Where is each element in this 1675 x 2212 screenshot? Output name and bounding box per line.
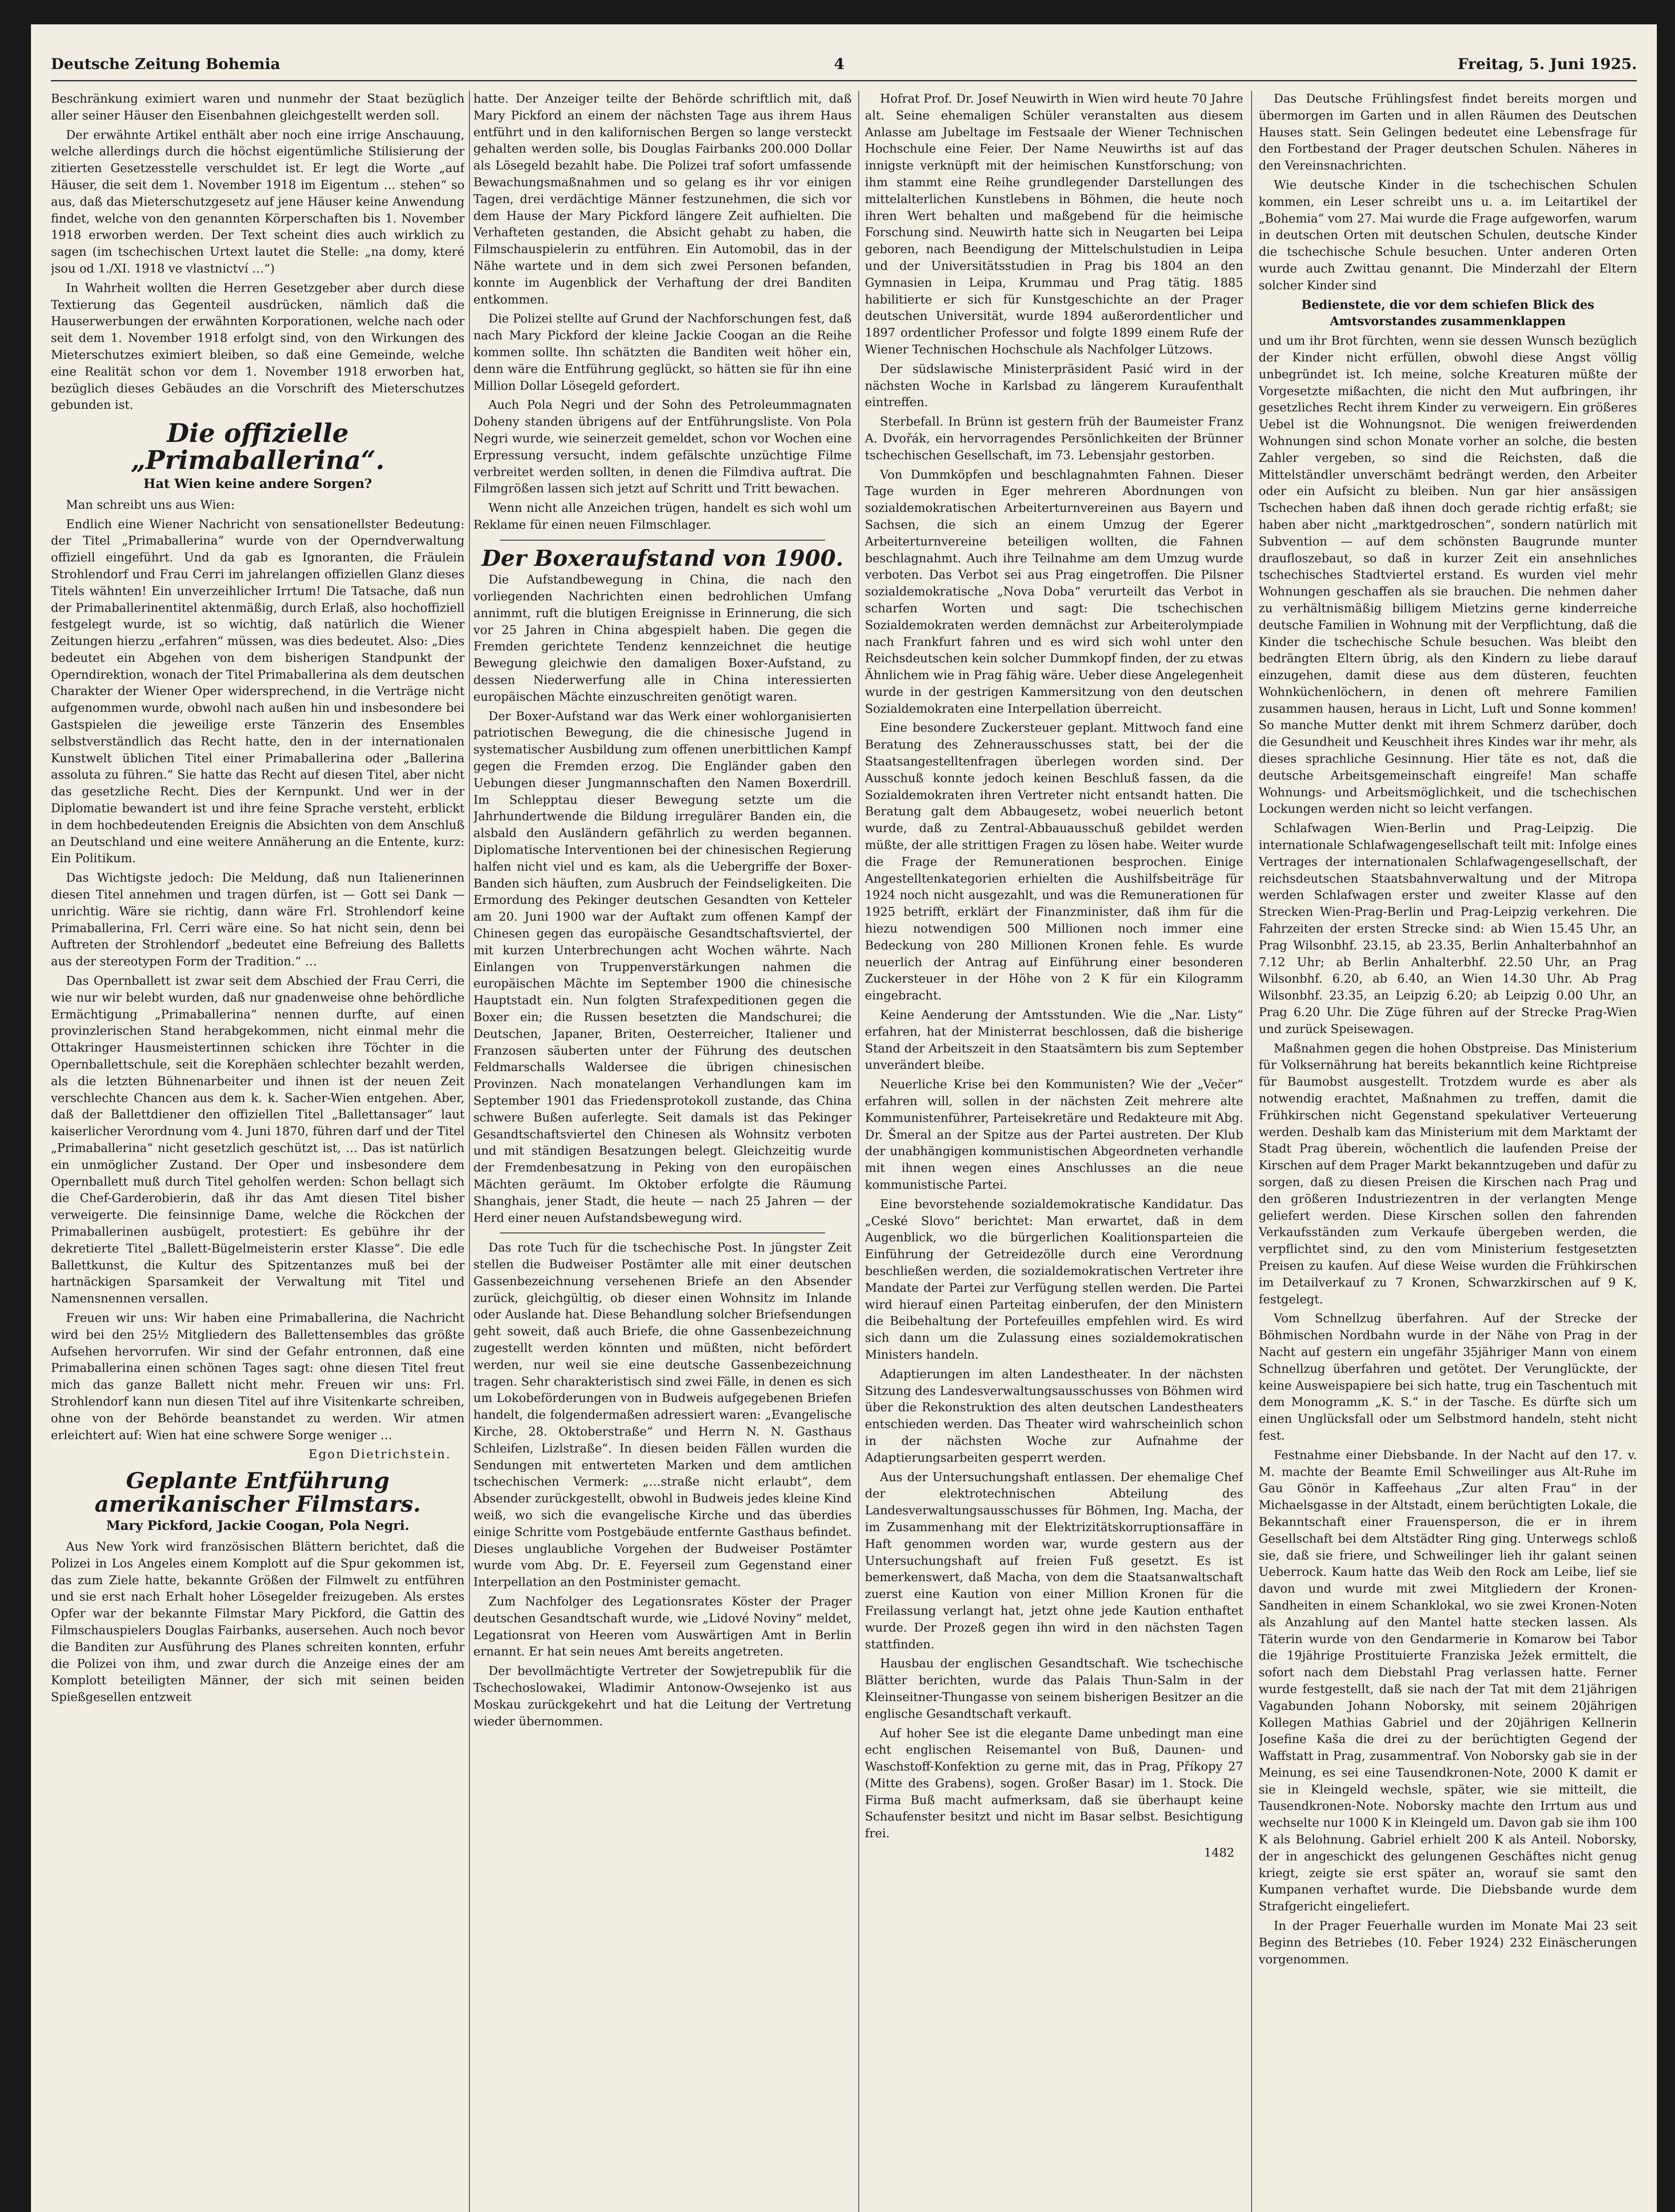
article-continuation: hatte. Der Anzeiger teilte der Behörde schriftlich mit, daß Mary Pickford an einem der nächsten Tage aus ihrem Haus entführt und in den kalifornischen Bergen so lange versteckt gehalten werden solle, bis Douglas Fairbanks 200.000 Dollar als Lösegeld bezahlt habe. Die Polizei traf sofort umfassende Bewachungsmaßnahmen und so gelang es ihr vor einigen Tagen, drei verdächtige Männer festzunehmen, die sich vor dem Hause der Mary Pickford längere Zeit aufhielten. Die Verhafteten gestanden, die Absicht gehabt zu haben, die Filmschauspielerin zu entführen. Ein Automobil, das in der Nähe wartete und in dem sich zwei Personen befanden, konnte im Augenblick der Verhaftung der drei Banditen entkommen. — [473, 92, 852, 307]
paper-title: Deutsche Zeitung Bohemia — [51, 55, 280, 73]
headline-boxeraufstand: Der Boxeraufstand von 1900. — [481, 545, 844, 571]
column-3 — [865, 91, 1243, 2212]
column-divider — [1251, 91, 1252, 2212]
section-divider — [500, 540, 825, 541]
paragraph: und um ihr Brot fürchten, wenn sie dessen Wunsch bezüglich der Kinder nicht erfüllen, obwohl diese Angst völlig unbegründet ist. Ich meine, solche Kreaturen müßte der Vorgesetzte mißachten, die nicht den Mut aufbringen, ihr gesetzliches Recht ihrem Kinder zu verweigern. Ein größeres Uebel ist die Wohnungsnot. Die wenigen freiwerdenden Wohnungen sind schon Monate vorher an solche, die besten Zahler vergeben, so sind die Reichsten, daß die Mittelständler unverschämt bedrängt werden, den Arbeiter oder ein Aufsicht zu bleiben. Nun gar hier ansässigen Tschechen haben daß ihnen doch gerade richtig erfaßt; sie haben aber nicht „marktgedroschen“, sondern natürlich mit Subvention — auf dem schönsten Baugrunde munter draufloszebaut, so daß in kurzer Zeit ein ansehnliches tschechisches Stadtviertel erstand. Es wurden viel mehr Wohnungen geschaffen als sie brauchen. Die nehmen daher zu verhältnismäßig billigem Mietzins gerne kinderreiche deutsche Familien in Wohnung mit der Verpflichtung, daß die Kinder die tschechische Schule besuchen. Was bleibt den bedrängten Eltern übrig, als den Kindern zu liebe darauf einzugehen, damit diese aus dem düsteren, feuchten Wohnküchenlöchern, in denen oft mehrere Familien zusammen hausen, heraus in Licht, Luft und Sonne kommen! So manche Mutter denkt mit ihrem Schmerz darüber, doch die Gesundheit und Keuschheit ihres Kindes war ihr mehr, als dieses sprachliche Gesinnung. Hier täte es not, daß die deutsche Arbeitsgemeinschaft eingreife! Man schaffe Wohnungs- und Arbeitsmöglichkeit, und die tschechischen Lockungen werden nicht so leicht verfangen. — [1259, 334, 1637, 816]
paragraph: Wenn nicht alle Anzeichen trügen, handelt es sich wohl um Reklame für einen neuen Filmschlager. — [473, 501, 852, 532]
paragraph: Endlich eine Wiener Nachricht von sensationellster Bedeutung: der Titel „Primaballerina“ wurde von der Operndverwaltung offiziell eingeführt. Und da gab es Ignoranten, die Fräulein Strohlendorf und Frau Cerri im jahrelangen offiziellen Glanz dieses Titels wähnten! Ein unverzeihlicher Irrtum! Die Tatsache, daß nun der Primaballerinentitel aktenmäßig, durch Erlaß, also hochoffiziell festgelegt wurde, ist so wichtig, daß natürlich die Wiener Zeitungen hierzu „erfahren“ müssen, was dies bedeutet. Also: „Dies bedeutet ein Abgehen von dem bisherigen Standpunkt der Operndirektion, wonach der Titel Primaballerina als dem deutschen Charakter der Wiener Oper widersprechend, in die Verträge nicht aufgenommen wurde, obwohl nach außen hin und insbesondere bei Gastspielen die jeweilige erste Tänzerin des Ensembles selbstverständlich das Recht hatte, den in der internationalen Kunstwelt üblichen Titel einer Primaballerina oder „Ballerina assoluta zu führen.“ Sie hatte das Recht auf diesen Titel, aber nicht das gesetzliche Recht. Dies der Kernpunkt. Und wer in der Diplomatie bewandert ist und ihre feine Sprache versteht, erblickt in dem hochbedeutenden Ereignis die Absichten von dem Anschluß an Deutschland und eine weitere Annäherung an die Entente, kurz: Ein Politikum. — [51, 517, 465, 866]
column-divider — [469, 91, 470, 2212]
bold-interjection: Bedienstete, die vor dem schiefen Blick des Amtsvorstandes zusammenklappen — [1301, 298, 1594, 329]
paragraph: In Wahrheit wollten die Herren Gesetzgeber aber durch diese Textierung das Gegenteil ausdrücken, nämlich daß die Hauserwerbungen der erwähnten Korporationen, welche nach oder seit dem 1. November 1918 erfolgt sind, von den Wirkungen des Mieterschutzes eximiert bleiben, so daß eine Gemeinde, welche eine Realität schon vor dem 1. November 1918 erworben hat, bezüglich dieses Gebäudes an die Vorschrift des Mieterschutzes gebunden ist. — [51, 281, 465, 412]
paragraph: Aus New York wird französischen Blättern berichtet, daß die Polizei in Los Angeles einem Komplott auf die Spur gekommen ist, das zum Ziele hatte, bekannte Größen der Filmwelt zu entführen und sie erst nach Erhalt hoher Lösegelder freizugeben. Als erstes Opfer war der bekannte Filmstar Mary Pickford, die Gattin des Filmschauspielers Douglas Fairbanks, ausersehen. Auch noch bevor die Banditen zur Ausführung des Planes schreiten konnten, erfuhr die Polizei von ihm, und zwar durch die Anzeige eines der am Komplott beteiligten Männer, der sich mit seinen beiden Spießgesellen entzweit — [51, 1540, 465, 1705]
running-header — [51, 52, 1637, 80]
issue-date: Freitag, 5. Juni 1925. — [1457, 55, 1637, 73]
paragraph: Der erwähnte Artikel enthält aber noch eine irrige Anschauung, welche allerdings durch die höchst eigentümliche Stilisierung der zitierten Gesetzesstelle verschuldet ist. Er legt die Worte „auf Häuser, die seit dem 1. November 1918 im Eigentum … stehen“ so aus, daß das Mieterschutzgesetz auf jene Häuser keine Anwendung findet, welche von den genannten Körperschaften bis 1. November 1918 erworben werden. Der Text scheint dies auch wirklich zu sagen (im tschechischen Urtext lautet die Stelle: „na domy, které jsou od 1./XI. 1918 ve vlastnictví …“) — [51, 128, 465, 276]
news-item: Zum Nachfolger des Legationsrates Köster der Prager deutschen Gesandtschaft wurde, wie „Lidové Noviny“ meldet, Legationsrat von Heeren vom Auswärtigen Amt in Berlin ernannt. Er hat sein neues Amt bereits angetreten. — [473, 1595, 852, 1659]
newspaper-page — [31, 24, 1657, 2212]
paragraph: Das Wichtigste jedoch: Die Meldung, daß nun Italienerinnen diesen Titel annehmen und tragen dürfen, ist — Gott sei Dank — unrichtig. Wäre sie richtig, dann wäre Frl. Strohlendorf keine Primaballerina, Frl. Cerri wäre eine. So hat nicht sein, denn bei Auftreten der Strohlendorf „bedeutet eine Befreiung des Balletts aus der stereotypen Form der Tradition.“ … — [51, 871, 465, 969]
news-item: Wie deutsche Kinder in die tschechischen Schulen kommen, ein Leser schreibt uns u. a. im Leitartikel der „Bohemia“ vom 27. Mai wurde die Frage aufgeworfen, warum in deutschen Orten mit deutschen Schulen, deutsche Kinder die tschechische Schule besuchen. Unter anderen Orten wurde auch Zwittau genannt. Die Minderzahl der Eltern solcher Kinder sind — [1259, 178, 1637, 292]
news-item: In der Prager Feuerhalle wurden im Monate Mai 23 seit Beginn des Betriebes (10. Feber 1924) 232 Einäscherungen vorgenommen. — [1259, 1919, 1637, 1966]
paragraph: Der Boxer-Aufstand war das Werk einer wohlorganisierten patriotischen Bewegung, die die chinesische Jugend in systematischer Ausbildung zum offenen unerbittlichen Kampf gegen die Fremden erzog. Die Engländer gaben den Uebungen dieser Jungmannschaften den Namen Boxerdrill. Im Schlepptau dieser Bewegung setzte um die Jahrhundertwende die Bildung irregulärer Banden ein, die alsbald den Ausländern gefährlich zu werden begannen. Diplomatische Interventionen bei der chinesischen Regierung halfen nicht viel und es kam, als die Uebergriffe der Boxer-Banden sich häuften, zum Ausbruch der Feindseligkeiten. Die Ermordung des Pekinger deutschen Gesandten von Ketteler am 20. Juni 1900 war der Auftakt zum offenen Kampf der Chinesen gegen das europäische Gesandtschaftsviertel, der mit kurzen Unterbrechungen acht Wochen währte. Nach Einlangen von Truppenverstärkungen nahmen die europäischen Mächte im September 1900 die chinesische Hauptstadt ein. Nun folgten Strafexpeditionen gegen die Boxer ein; die Russen besetzten die Mandschurei; die Deutschen, Japaner, Briten, Oesterreicher, Italiener und Franzosen säuberten unter der Führung des deutschen Feldmarschalls Waldersee die übrigen chinesischen Provinzen. Nach monatelangen Verhandlungen kam im September 1901 das Friedensprotokoll zustande, das China schwere Bußen auferlegte. Seit damals ist das Pekinger Gesandtschaftsviertel den Chinesen als Wohnsitz verboten und mit ständigen Besatzungen belegt. Gleichzeitig wurde der Fremdenbesatzung in Peking von den europäischen Mächten geräumt. Im Oktober erfolgte die Räumung Shanghais, jener Stadt, die heute — nach 25 Jahren — der Herd einer neuen Aufstandsbewegung wird. — [473, 709, 852, 1225]
paragraph: Freuen wir uns: Wir haben eine Primaballerina, die Nachricht wird bei den 25½ Mitgliedern des Ballettensembles das größte Aufsehen hervorrufen. Wir sind der Gefahr entronnen, daß eine Primaballerina einen schönen Tages sagt: ohne diesen Titel freut mich das ganze Ballett nicht mehr. Freuen wir uns: Frl. Strohlendorf kann nun diesen Titel auf ihre Visitenkarte schreiben, ohne von der Behörde beanstandet zu werden. Wir atmen erleichtert auf: Wien hat eine schwere Sorge weniger … — [51, 1311, 465, 1442]
news-item: Festnahme einer Diebsbande. In der Nacht auf den 17. v. M. machte der Beamte Emil Schweilinger aus Alt-Ruhe im Gau Gönör in Kaffeehaus „Zur alten Frau“ in der Michaelsgasse in der Altstadt, einem berüchtigten Lokale, die Bekanntschaft einer Frauensperson, die er in ihrem Gesellschaft bei dem Altstädter Ring ging. Unterwegs schloß sie, daß sie friere, und Schweilinger lieh ihr galant seinen Ueberrock. Kaum hatte das Weib den Rock am Leibe, lief sie davon und wurde mit zwei Mitgliedern der Kronen-Sandheiten in einem Schanklokal, wo sie zwei Kronen-Noten als Anzahlung auf den Mantel hatte stecken lassen. Als Täterin wurde von den Gendarmerie in Komarow bei Tabor die 19jährige Prostituierte Franziska Ježek ermittelt, die sofort nach dem Diebstahl Prag verlassen hatte. Ferner wurde festgestellt, daß sie nach der Tat mit dem 21jährigen Vagabunden Johann Noborsky, mit seinem 20jährigen Kollegen Mathias Gabriel und der 20jährigen Kellnerin Josefine Kaša die drei zu der berüchtigten Gegend der Waffstatt in Prag, zusammentraf. Von Noborsky gab sie in der Meinung, es sei eine Tausendkronen-Note, 2000 K damit er sie in Kleingeld wechsle, später, wie sie mitteilt, die Tausendkronen-Note. Noborsky machte den Irrtum aus und wechselte nur 1000 K in Kleingeld um. Davon gab sie ihm 100 K als Belohnung. Gabriel erhielt 200 K als Anteil. Noborsky, der in angeschickt des gelungenen Geschäftes nicht genug kriegt, zeigte sie erst später an, worauf sie samt den Kumpanen verhaftet wurde. Die Diebsbande wurde dem Strafgericht eingeliefert. — [1259, 1448, 1637, 1914]
subheadline: Mary Pickford, Jackie Coogan, Pola Negri. — [106, 1518, 410, 1533]
article-continuation: Beschränkung eximiert waren und nunmehr der Staat bezüglich aller seiner Häuser den Eisenbahnen gleichgestellt werden soll. — [51, 92, 465, 123]
page-number: 4 — [834, 55, 845, 73]
headline-filmstars: Geplante Entführung amerikanischer Filmstars. — [94, 1467, 421, 1517]
dateline: Man schreibt uns aus Wien: — [66, 498, 235, 512]
news-item: Sterbefall. In Brünn ist gestern früh der Baumeister Franz A. Dvořák, ein hervorragendes Persönlichkeiten der Brünner tschechischen Gesellschaft, im 73. Lebensjahr gestorben. — [865, 415, 1243, 462]
headline-primaballerina: Die offizielle „Primaballerina“. — [131, 418, 385, 476]
advertisement-notice: Auf hoher See ist die elegante Dame unbedingt man eine echt englischen Reisemantel von Buß, Daunen- und Waschstoff-Konfektion zu gerne mit, das in Prag, Příkopy 27 (Mitte des Grabens), sogen. Großer Basar) im 1. Stock. Die Firma Buß macht aufmerksam, daß sie überhaupt keine Schaufenster besitzt und nicht im Basar selbst. Besichtigung frei. — [865, 1726, 1243, 1841]
news-item: Der bevollmächtigte Vertreter der Sowjetrepublik für die Tschechoslowakei, Wladimir Antonow-Owsejenko ist aus Moskau zurückgekehrt und hat die Leitung der Vertretung wieder übernommen. — [473, 1664, 852, 1728]
news-item: Das Deutsche Frühlingsfest findet bereits morgen und übermorgen im Garten und in allen Räumen des Deutschen Hauses statt. Sein Gelingen bedeutet eine Lebensfrage für den Fortbestand der Prager deutschen Schulen. Näheres in den Vereinsnachrichten. — [1259, 92, 1637, 173]
paragraph: Das Opernballett ist zwar seit dem Abschied der Frau Cerri, die wie nur wir belebt wurden, daß nur gnadenweise ohne behördliche Ermächtigung „Primaballerina“ nennen durfte, auf einen provinzlerischen Stand herabgekommen, nicht einmal mehr die Ottakringer Hausmeistertinnen schicken ihre Töchter in die Opernballettschule, seit die Korephäen schlechter bezahlt werden, als die letzten Bühnenarbeiter und ihnen ist der neuen Zeit verschlechte Chancen aus dem k. k. Sacher-Wien entgehen. Aber, daß der Ballettdiener den offiziellen Titel „Ballettansager“ laut kaiserlicher Verordnung vom 4. Juni 1870, führen darf und der Titel „Primaballerina“ nicht gesetzlich geschützt ist, … Das ist natürlich ein unmöglicher Zustand. Der Oper und insbesondere dem Opernballett muß durch Titel geholfen werden: Schon bellagt sich die Chef-Garderobierin, daß ihr das Amt diesen Titel bisher verweigerte. Die feinsinnige Dame, welche die Röckchen der Primaballerinen ausbügelt, protestiert: Es gebühre ihr der dekretierte Titel „Ballett-Bügelmeisterin erster Klasse“. Die edle Ballettkunst, die Kultur des Spitzentanzes muß bei der hartnäckigen Sparsamkeit der Verwaltung mit Titel und Namensnennen versallen. — [51, 974, 465, 1306]
news-item: Hausbau der englischen Gesandtschaft. Wie tschechische Blätter berichten, wurde das Palais Thun-Salm in der Kleinseitner-Thungasse von seinem bisherigen Besitzer an die englische Gesandtschaft verkauft. — [865, 1657, 1243, 1721]
header-rule — [51, 80, 1637, 81]
column-divider — [858, 91, 859, 2212]
paragraph: Die Polizei stellte auf Grund der Nachforschungen fest, daß nach Mary Pickford der kleine Jackie Coogan an die Reihe kommen sollte. Ihn schätzten die Banditen weit höher ein, denn wäre die Entführung geglückt, so hätten sie für ihn eine Million Dollar Lösegeld gefordert. — [473, 312, 852, 393]
news-item: Adaptierungen im alten Landestheater. In der nächsten Sitzung des Landesverwaltungsausschusses von Böhmen wird über die Rekonstruktion des alten deutschen Landestheaters entschieden werden. Das Theater wird wahrscheinlich schon in der nächsten Woche zur Aufnahme der Adaptierungsarbeiten gesperrt werden. — [865, 1367, 1243, 1465]
news-item: Von Dummköpfen und beschlagnahmten Fahnen. Dieser Tage wurden in Eger mehreren Abordnungen von sozialdemokratischen Arbeiterturnvereinen aus Bayern und Sachsen, die sich an einem Umzug der Egerer Arbeiterturnvereine beteiligen wollten, die Fahnen beschlagnahmt. Auch ihre Teilnahme am dem Umzug wurde verboten. Das Verbot sei aus Prag eingetroffen. Die Pilsner sozialdemokratische „Nova Doba“ verurteilt das Verbot in scharfen Worten und sagt: Die tschechischen Sozialdemokraten werden demnächst zur Arbeiterolympiade nach Frankfurt fahren und es wird sich wohl unter den Reichsdeutschen kein solcher Dummkopf finden, der zu etwas Ähnlichem wie in Prag fähig wäre. Ueber diese Angelegenheit wurde in der gestrigen Kammersitzung von den deutschen Sozialdemokraten eine Interpellation überreicht. — [865, 468, 1243, 716]
news-item: Eine besondere Zuckersteuer geplant. Mittwoch fand eine Beratung des Zehnerausschusses statt, bei der die Staatsangestelltenfragen überlegen worden sind. Der Ausschuß konnte jedoch keinen Beschluß fassen, da die Sozialdemokraten ihren Vertreter nicht entsandt hatten. Die Beratung galt dem Abbaugesetz, wobei neuerlich betont wurde, daß zu Zentral-Abbauausschuß gebildet werden müßte, der alle strittigen Fragen zu lösen habe. Weiter wurde die Frage der Remunerationen besprochen. Einige Angestelltenkategorien erhielten die Aushilfsbeiträge für 1924 noch nicht ausgezahlt, und was die Remunerationen für 1925 betrifft, erklärt der Finanzminister, daß ihm für die hiezu notwendigen 500 Millionen noch immer eine Bedeckung von 280 Millionen Kronen fehle. Es wurde neuerlich der Antrag auf Einführung einer besonderen Zuckersteuer in der Höhe von 2 K für ein Kilogramm eingebracht. — [865, 721, 1243, 1003]
news-item: Maßnahmen gegen die hohen Obstpreise. Das Ministerium für Volksernährung hat bereits bekanntlich keine Richtpreise für Baumobst ausgestellt. Trotzdem wurde es aber als notwendig erachtet, Maßnahmen zu treffen, damit die Frühkirschen nicht Gegenstand spekulativer Verteuerung werden. Deshalb kam das Ministerium mit dem Marktamt der Stadt Prag überein, wöchentlich die laufenden Preise der Kirschen auf dem Prager Markt bekanntzugeben und dafür zu sorgen, daß zu diesen Preisen die Kirschen nach Prag und den größeren Industriezentren in der verlangten Menge geliefert werden. Diese Kirschen sollen den fahrenden Verkaufsständen zum Verkaufe übergeben werden, die verpflichtet sind, zu den vom Ministerium festgesetzten Preisen zu kaufen. Auf diese Weise wurden die Frühkirschen im Detailverkauf zu 7 Kronen, Schwarzkirschen auf 9 K, festgelegt. — [1259, 1041, 1637, 1306]
news-item: Eine bevorstehende sozialdemokratische Kandidatur. Das „Ceské Slovo“ berichtet: Man erwartet, daß in dem Augenblick, wo die bürgerlichen Koalitionsparteien die Einführung der Getreidezölle durch eine Verordnung beschließen werden, die sozialdemokratischen Vertreter ihre Mandate der Partei zur Verfügung stellen werden. Die Partei wird hierauf einen Parteitag einberufen, der den Ministern die Beibehaltung der Portefeuilles empfehlen wird. Es wird sich dann um die Zulassung eines sozialdemokratischen Ministers handeln. — [865, 1197, 1243, 1362]
ad-reference-number: 1482 — [1204, 1846, 1234, 1860]
news-item: Hofrat Prof. Dr. Josef Neuwirth in Wien wird heute 70 Jahre alt. Seine ehemaligen Schüler veranstalten aus diesem Anlasse am Jubeltage im Festsaale der Wiener Technischen Hochschule eine Feier. Der Name Neuwirths ist auf das innigste verknüpft mit der heimischen Kunstforschung; von ihm stammt eine Reihe grundlegender Darstellungen des mittelalterlichen Kunstlebens in Böhmen, die heute noch ihren Wert behalten und maßgebend für die heimische Forschung sind. Neuwirth hatte sich in Neugarten bei Leipa geboren, nach Beendigung der Mittelschulstudien in Leipa und der Universitätsstudien in Prag bis 1804 an den Gymnasien in Leipa, Krummau und Prag tätig. 1885 habilitierte er sich für Kunstgeschichte an der Prager deutschen Universität, wurde 1894 außerordentlicher und 1897 ordentlicher Professor und folgte 1899 einem Rufe der Wiener Technischen Hochschule als Nachfolger Lützows. — [865, 92, 1243, 357]
column-1 — [51, 91, 465, 2212]
news-item: Vom Schnellzug überfahren. Auf der Strecke der Böhmischen Nordbahn wurde in der Nähe von Prag in der Nacht auf gestern ein ungefähr 35jähriger Mann von einem Schnellzug überfahren und getötet. Der Verunglückte, der keine Ausweispapiere bei sich hatte, trug ein Taschentuch mit dem Monogramm „K. S.“ in der Tasche. Es dürfte sich um einen Unglücksfall oder um Selbstmord handeln, steht nicht fest. — [1259, 1312, 1637, 1443]
news-item: Keine Aenderung der Amtsstunden. Wie die „Nar. Listy“ erfahren, hat der Ministerrat beschlossen, daß die bisherige Stand der Arbeitszeit in den Staatsämtern bis zum September unverändert bleibe. — [865, 1008, 1243, 1072]
author-signature: Egon Dietrichstein. — [308, 1448, 451, 1462]
news-item: Das rote Tuch für die tschechische Post. In jüngster Zeit stellen die Budweiser Postämter alle mit einer deutschen Gassenbezeichnung versehenen Briefe an den Absender zurück, gleichgültig, ob dieser einen Wohnsitz im Inlande oder Auslande hat. Diese Behandlung solcher Briefsendungen geht soweit, daß auch Briefe, die ohne Gassenbezeichnung zugestellt werden könnten und müßten, nicht befördert werden, nur weil sie eine deutsche Gassenbezeichnung tragen. Sehr charakteristisch sind zwei Fälle, in denen es sich um Lokobeförderungen von in Budweis aufgegebenen Briefen handelt, die folgendermaßen adressiert waren: „Evangelische Kirche, 28. Oktoberstraße“ und Herrn N. N. Gasthaus Schleifen, Lizlstraße“. In diesen beiden Fällen wurden die Sendungen mit entwerteten Marken und dem amtlichen tschechischen Vermerk: „…straße nicht erlaubt“, dem Absender zurückgestellt, obwohl in Budweis jedes kleine Kind weiß, wo sich die evangelische Kirche und das überdies einige Schritte vom Postgebäude entfernte Gasthaus befindet. Dieses unglaubliche Vorgehen der Budweiser Postämter wurde vom Abg. Dr. E. Feyerseil zum Gegenstand einer Interpellation an den Postminister gemacht. — [473, 1241, 852, 1590]
column-2 — [473, 91, 852, 2212]
column-4 — [1259, 91, 1637, 2212]
paragraph: Die Aufstandbewegung in China, die nach den vorliegenden Nachrichten einen bedrohlichen Umfang annimmt, ruft die blutigen Ereignisse in Erinnerung, die sich vor 25 Jahren in China abgespielt haben. Die gegen die Fremden gerichtete Tendenz kennzeichnet die heutige Bewegung gleichwie den damaligen Boxer-Aufstand, zu dessen Niederwerfung alle in China interessierten europäischen Mächte einzuschreiten genötigt waren. — [473, 573, 852, 704]
news-item: Aus der Untersuchungshaft entlassen. Der ehemalige Chef der elektrotechnischen Abteilung des Landesverwaltungsausschusses für Böhmen, Ing. Macha, der im Zusammenhang mit der Elektrizitätskorruptionsaffäre in Haft genommen worden war, wurde gestern aus der Untersuchungshaft auf freien Fuß gesetzt. Es ist bemerkenswert, daß Macha, von dem die Staatsanwaltschaft zuerst eine Kaution von einer Million Kronen für die Freilassung verlangt hat, jetzt ohne jede Kaution enthaftet wurde. Der Prozeß gegen ihn wird in den nächsten Tagen stattfinden. — [865, 1470, 1243, 1651]
news-item: Der südslawische Ministerpräsident Pasić wird in der nächsten Woche in Karlsbad zu längerem Kuraufenthalt eintreffen. — [865, 362, 1243, 410]
news-item: Schlafwagen Wien-Berlin und Prag-Leipzig. Die internationale Schlafwagengesellschaft teilt mit: Infolge eines Vertrages der internationalen Schlafwagengesellschaft, der reichsdeutschen Staatsbahnverwaltung und der Mitropa werden Schlafwagen erster und zweiter Klasse auf den Strecken Wien-Prag-Berlin und Prag-Leipzig verkehren. Die Fahrzeiten der ersten Strecke sind: ab Wien 15.45 Uhr, an Prag Wilsonbhf. 23.15, ab 23.35, Berlin Anhalterbahnhof an 7.12 Uhr; ab Berlin Anhalterbhf. 22.50 Uhr, an Prag Wilsonbhf. 6.20, ab 6.40, an Wien 14.30 Uhr. Ab Prag Wilsonbhf. 23.35, an Leipzig 6.20; ab Leipzig 0.00 Uhr, an Prag 6.20 Uhr. Die Züge führen auf der Strecke Prag-Wien und zurück Speisewagen. — [1259, 822, 1637, 1036]
paragraph: Auch Pola Negri und der Sohn des Petroleummagnaten Doheny standen übrigens auf der Entführungsliste. Von Pola Negri wurde, wie seinerzeit gemeldet, schon vor Wochen eine Erpressung versucht, indem gefälschte unzüchtige Filme verbreitet werden sollten, in denen die Filmdiva auftrat. Die Filmgrößen lassen sich jetzt auf Schritt und Tritt bewachen. — [473, 398, 852, 496]
news-item: Neuerliche Krise bei den Kommunisten? Wie der „Večer“ erfahren will, sollen in der nächsten Zeit mehrere alte Kommunistenführer, Parteisekretäre und Redakteure mit Abg. Dr. Šmeral an der Spitze aus der Partei austreten. Der Klub der unabhängigen kommunistischen Abgeordneten verhandle mit ihnen wegen eines Anschlusses an die neue kommunistische Partei. — [865, 1078, 1243, 1192]
subheadline: Hat Wien keine andere Sorgen? — [143, 476, 372, 491]
